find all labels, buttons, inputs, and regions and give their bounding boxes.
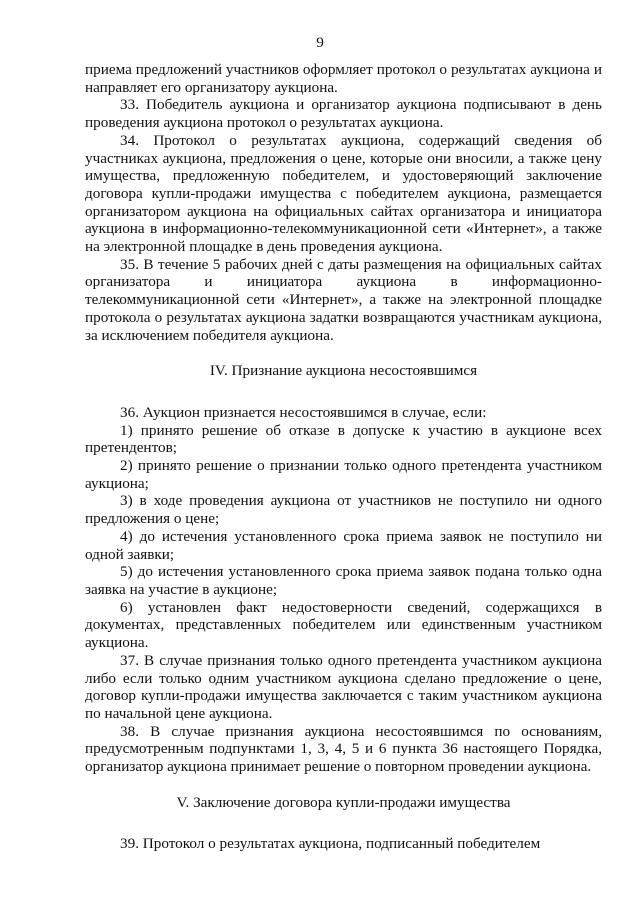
- list-item-36-3: 3) в ходе проведения аукциона от участников не поступило ни одного предложения о цене;: [85, 492, 602, 528]
- paragraph-33: 33. Победитель аукциона и организатор аукциона подписывают в день проведения аукциона протокол о результатах аукциона.: [85, 96, 602, 132]
- list-item-36-1: 1) принято решение об отказе в допуске к участию в аукционе всех претендентов;: [85, 421, 602, 457]
- section-heading-iv: IV. Признание аукциона несостоявшимся: [209, 362, 478, 380]
- paragraph-39: 39. Протокол о результатах аукциона, подписанный победителем: [120, 835, 541, 853]
- paragraph-37: 37. В случае признания только одного претендента участником аукциона либо если только одним участником аукциона сделано предложение о цене, договор купли-продажи имущества заключается с таким участником аукциона по начальной цене аукциона.: [85, 651, 602, 722]
- paragraph-35: 35. В течение 5 рабочих дней с даты размещения на официальных сайтах организатора и инициатора аукциона в информационно-телекоммуникационной сети «Интернет», а также на электронной площадке протокола о результатах аукциона задатки возвращаются участникам аукциона, за исключением победителя аукциона.: [85, 255, 602, 344]
- list-item-36-4: 4) до истечения установленного срока приема заявок не поступило ни одной заявки;: [85, 527, 602, 563]
- paragraph-36: 36. Аукцион признается несостоявшимся в случае, если:: [120, 403, 487, 421]
- section-heading-v: V. Заключение договора купли-продажи имущества: [176, 793, 511, 811]
- paragraph-38: 38. В случае признания аукциона несостоявшимся по основаниям, предусмотренным подпунктами 1, 3, 4, 5 и 6 пункта 36 настоящего Порядка, организатор аукциона принимает решение о повторном проведении аукциона.: [85, 722, 602, 776]
- page-number: 9: [316, 34, 324, 51]
- paragraph-34: 34. Протокол о результатах аукциона, содержащий сведения об участниках аукциона, предложения о цене, которые они вносили, а также цену имущества, предложенную победителем, и удостоверяющий заключение договора купли-продажи имущества с победителем аукциона, размещается организатором аукциона на официальных сайтах организатора и инициатора аукциона в информационно-телекоммуникационной сети «Интернет», а также на электронной площадке в день проведения аукциона.: [85, 131, 602, 256]
- list-item-36-2: 2) принято решение о признании только одного претендента участником аукциона;: [85, 457, 602, 492]
- paragraph-continuation: приема предложений участников оформляет протокол о результатах аукциона и направляет его организатору аукциона.: [85, 61, 602, 96]
- list-item-36-5: 5) до истечения установленного срока приема заявок подана только одна заявка на участие в аукционе;: [85, 563, 602, 598]
- list-item-36-6: 6) установлен факт недостоверности сведений, содержащихся в документах, представленных победителем или единственным участником аукциона.: [85, 598, 602, 652]
- document-body: [85, 61, 602, 853]
